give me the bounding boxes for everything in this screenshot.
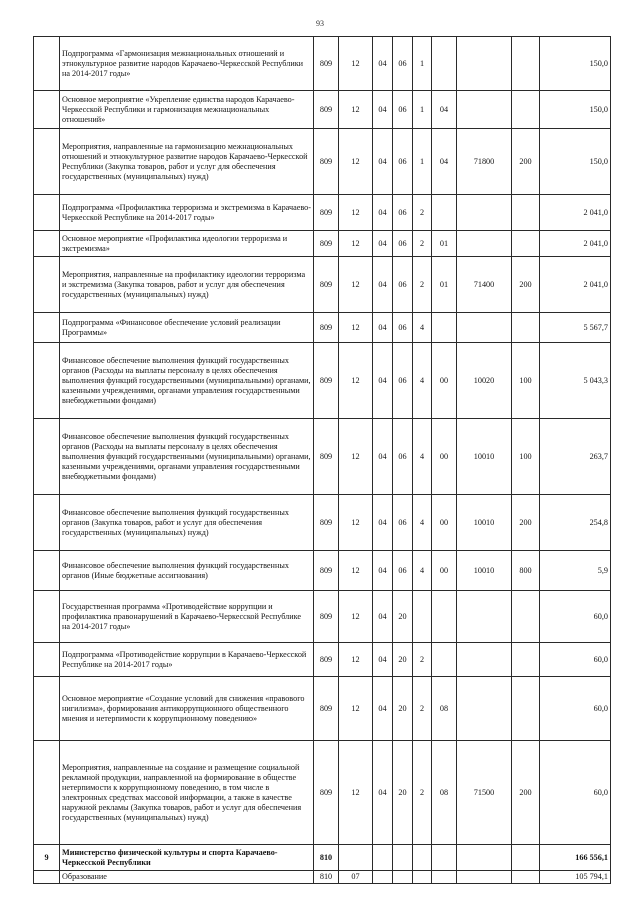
amount: 166 556,1 <box>540 845 611 871</box>
ministry-code: 810 <box>314 871 339 884</box>
expense-type-code <box>512 643 540 677</box>
section-code: 12 <box>339 677 373 741</box>
row-index <box>34 495 60 551</box>
ministry-code: 809 <box>314 129 339 195</box>
section-code: 12 <box>339 551 373 591</box>
item-name: Финансовое обеспечение выполнения функций государственных органов (Иные бюджетные ассигнования) <box>60 551 314 591</box>
direction-code <box>457 871 512 884</box>
direction-code <box>457 313 512 343</box>
amount: 254,8 <box>540 495 611 551</box>
subsection-code: 04 <box>373 677 393 741</box>
budget-table <box>33 36 611 884</box>
expense-type-code <box>512 313 540 343</box>
item-name: Государственная программа «Противодействие коррупции и профилактика правонарушений в Карачаево-Черкесской Республике на 2014-2017 годы» <box>60 591 314 643</box>
row-index: 9 <box>34 845 60 871</box>
item-name: Министерство физической культуры и спорта Карачаево-Черкесской Республики <box>60 845 314 871</box>
expense-type-code: 800 <box>512 551 540 591</box>
item-name: Финансовое обеспечение выполнения функций государственных органов (Закупка товаров, работ и услуг для обеспечения государственных (муниципальных) нужд) <box>60 495 314 551</box>
ministry-code: 809 <box>314 257 339 313</box>
row-index <box>34 37 60 91</box>
table-row <box>34 591 611 643</box>
table-row <box>34 195 611 231</box>
direction-code: 71500 <box>457 741 512 845</box>
subsection-code: 04 <box>373 257 393 313</box>
amount: 60,0 <box>540 741 611 845</box>
direction-code <box>457 677 512 741</box>
program-code: 06 <box>393 37 413 91</box>
expense-type-code <box>512 677 540 741</box>
activity-code <box>432 591 457 643</box>
table-row <box>34 551 611 591</box>
table-row <box>34 495 611 551</box>
section-code: 12 <box>339 343 373 419</box>
section-code: 07 <box>339 871 373 884</box>
subsection-code: 04 <box>373 419 393 495</box>
amount: 5 043,3 <box>540 343 611 419</box>
table-row <box>34 677 611 741</box>
section-code: 12 <box>339 91 373 129</box>
row-index <box>34 343 60 419</box>
amount: 263,7 <box>540 419 611 495</box>
item-name: Основное мероприятие «Создание условий для снижения «правового нигилизма», формирования антикоррупционного общественного мнения и нетерпимости к коррупционному поведению» <box>60 677 314 741</box>
program-code: 06 <box>393 419 413 495</box>
table-row <box>34 871 611 884</box>
activity-code: 00 <box>432 419 457 495</box>
expense-type-code <box>512 231 540 257</box>
item-name: Мероприятия, направленные на профилактику идеологии терроризма и экстремизма (Закупка товаров, работ и услуг для обеспечения государственных (муниципальных) нужд) <box>60 257 314 313</box>
amount: 60,0 <box>540 677 611 741</box>
subprogram-code <box>413 591 432 643</box>
section-code: 12 <box>339 195 373 231</box>
table-row <box>34 313 611 343</box>
table-row <box>34 419 611 495</box>
subsection-code <box>373 871 393 884</box>
program-code: 06 <box>393 495 413 551</box>
table-row <box>34 257 611 313</box>
subsection-code: 04 <box>373 643 393 677</box>
expense-type-code <box>512 591 540 643</box>
row-index <box>34 313 60 343</box>
table-row <box>34 37 611 91</box>
table-row <box>34 129 611 195</box>
ministry-code: 809 <box>314 741 339 845</box>
expense-type-code: 200 <box>512 495 540 551</box>
row-index <box>34 257 60 313</box>
direction-code <box>457 591 512 643</box>
direction-code: 71800 <box>457 129 512 195</box>
activity-code: 01 <box>432 257 457 313</box>
subsection-code: 04 <box>373 231 393 257</box>
section-code: 12 <box>339 37 373 91</box>
activity-code: 08 <box>432 677 457 741</box>
amount: 150,0 <box>540 91 611 129</box>
subprogram-code: 4 <box>413 313 432 343</box>
item-name: Финансовое обеспечение выполнения функций государственных органов (Расходы на выплаты персоналу в целях обеспечения выполнения функций государственными (муниципальными) органами, казенными учреждениями, органами управления государственными внебюджетными фондами) <box>60 419 314 495</box>
section-code: 12 <box>339 313 373 343</box>
subsection-code: 04 <box>373 91 393 129</box>
item-name: Подпрограмма «Финансовое обеспечение условий реализации Программы» <box>60 313 314 343</box>
section-code: 12 <box>339 643 373 677</box>
expense-type-code <box>512 871 540 884</box>
subprogram-code: 4 <box>413 343 432 419</box>
row-index <box>34 871 60 884</box>
program-code: 20 <box>393 677 413 741</box>
expense-type-code: 200 <box>512 129 540 195</box>
subprogram-code: 4 <box>413 551 432 591</box>
subprogram-code <box>413 845 432 871</box>
activity-code: 00 <box>432 551 457 591</box>
amount: 150,0 <box>540 37 611 91</box>
activity-code: 00 <box>432 343 457 419</box>
item-name: Мероприятия, направленные на гармонизацию межнациональных отношений и этнокультурное развитие народов Карачаево-Черкесской Республики (Закупка товаров, работ и услуг для обеспечения государственных (муниципальных) нужд) <box>60 129 314 195</box>
row-index <box>34 591 60 643</box>
subsection-code <box>373 845 393 871</box>
amount: 105 794,1 <box>540 871 611 884</box>
ministry-code: 809 <box>314 231 339 257</box>
section-code: 12 <box>339 257 373 313</box>
activity-code <box>432 643 457 677</box>
subsection-code: 04 <box>373 591 393 643</box>
amount: 2 041,0 <box>540 195 611 231</box>
subprogram-code: 4 <box>413 419 432 495</box>
expense-type-code <box>512 91 540 129</box>
direction-code: 10010 <box>457 419 512 495</box>
amount: 2 041,0 <box>540 257 611 313</box>
row-index <box>34 129 60 195</box>
ministry-code: 810 <box>314 845 339 871</box>
subprogram-code: 1 <box>413 37 432 91</box>
expense-type-code: 100 <box>512 343 540 419</box>
program-code: 06 <box>393 231 413 257</box>
amount: 5,9 <box>540 551 611 591</box>
program-code: 20 <box>393 591 413 643</box>
direction-code: 10020 <box>457 343 512 419</box>
section-code: 12 <box>339 129 373 195</box>
program-code: 20 <box>393 741 413 845</box>
subsection-code: 04 <box>373 343 393 419</box>
amount: 5 567,7 <box>540 313 611 343</box>
table-row <box>34 91 611 129</box>
ministry-code: 809 <box>314 195 339 231</box>
program-code <box>393 871 413 884</box>
section-code: 12 <box>339 231 373 257</box>
subprogram-code: 1 <box>413 129 432 195</box>
expense-type-code <box>512 37 540 91</box>
item-name: Подпрограмма «Противодействие коррупции в Карачаево-Черкесской Республике на 2014-2017 годы» <box>60 643 314 677</box>
section-code: 12 <box>339 591 373 643</box>
subsection-code: 04 <box>373 313 393 343</box>
direction-code <box>457 37 512 91</box>
item-name: Мероприятия, направленные на создание и размещение социальной рекламной продукции, направленной на формирование в обществе нетерпимости к коррупционному поведению, в том числе в электронных средствах массовой информации, а также в качестве наружной рекламы (Закупка товаров, работ и услуг для обеспечения государственных (муниципальных) нужд) <box>60 741 314 845</box>
subprogram-code: 2 <box>413 677 432 741</box>
item-name: Образование <box>60 871 314 884</box>
ministry-code: 809 <box>314 551 339 591</box>
activity-code <box>432 845 457 871</box>
subprogram-code: 2 <box>413 741 432 845</box>
page-number: 93 <box>316 19 324 28</box>
subprogram-code: 2 <box>413 195 432 231</box>
table-row <box>34 643 611 677</box>
amount: 2 041,0 <box>540 231 611 257</box>
direction-code <box>457 91 512 129</box>
row-index <box>34 643 60 677</box>
section-code: 12 <box>339 495 373 551</box>
item-name: Финансовое обеспечение выполнения функций государственных органов (Расходы на выплаты персоналу в целях обеспечения выполнения функций государственными (муниципальными) органами, казенными учреждениями, органами управления государственными внебюджетными фондами) <box>60 343 314 419</box>
section-code: 12 <box>339 419 373 495</box>
expense-type-code: 100 <box>512 419 540 495</box>
ministry-code: 809 <box>314 643 339 677</box>
amount: 150,0 <box>540 129 611 195</box>
item-name: Основное мероприятие «Укрепление единства народов Карачаево-Черкесской Республики и гармонизация межнациональных отношений» <box>60 91 314 129</box>
program-code: 06 <box>393 257 413 313</box>
ministry-code: 809 <box>314 591 339 643</box>
subprogram-code: 2 <box>413 643 432 677</box>
subsection-code: 04 <box>373 129 393 195</box>
direction-code <box>457 643 512 677</box>
subprogram-code: 2 <box>413 257 432 313</box>
table-row <box>34 845 611 871</box>
activity-code: 04 <box>432 91 457 129</box>
expense-type-code <box>512 845 540 871</box>
activity-code: 00 <box>432 495 457 551</box>
amount: 60,0 <box>540 643 611 677</box>
subsection-code: 04 <box>373 495 393 551</box>
activity-code: 08 <box>432 741 457 845</box>
program-code: 06 <box>393 313 413 343</box>
direction-code <box>457 195 512 231</box>
ministry-code: 809 <box>314 313 339 343</box>
expense-type-code: 200 <box>512 257 540 313</box>
ministry-code: 809 <box>314 343 339 419</box>
subprogram-code <box>413 871 432 884</box>
subprogram-code: 2 <box>413 231 432 257</box>
row-index <box>34 231 60 257</box>
subsection-code: 04 <box>373 741 393 845</box>
ministry-code: 809 <box>314 37 339 91</box>
program-code: 06 <box>393 195 413 231</box>
activity-code <box>432 37 457 91</box>
program-code: 20 <box>393 643 413 677</box>
direction-code <box>457 231 512 257</box>
ministry-code: 809 <box>314 419 339 495</box>
activity-code: 01 <box>432 231 457 257</box>
section-code <box>339 845 373 871</box>
row-index <box>34 741 60 845</box>
item-name: Основное мероприятие «Профилактика идеологии терроризма и экстремизма» <box>60 231 314 257</box>
expense-type-code: 200 <box>512 741 540 845</box>
subsection-code: 04 <box>373 551 393 591</box>
ministry-code: 809 <box>314 677 339 741</box>
direction-code: 10010 <box>457 495 512 551</box>
direction-code <box>457 845 512 871</box>
direction-code: 10010 <box>457 551 512 591</box>
program-code: 06 <box>393 551 413 591</box>
row-index <box>34 551 60 591</box>
subsection-code: 04 <box>373 195 393 231</box>
activity-code: 04 <box>432 129 457 195</box>
program-code <box>393 845 413 871</box>
table-row <box>34 231 611 257</box>
program-code: 06 <box>393 91 413 129</box>
program-code: 06 <box>393 129 413 195</box>
activity-code <box>432 195 457 231</box>
program-code: 06 <box>393 343 413 419</box>
item-name: Подпрограмма «Профилактика терроризма и экстремизма в Карачаево-Черкесской Республике на 2014-2017 годы» <box>60 195 314 231</box>
table-row <box>34 741 611 845</box>
subsection-code: 04 <box>373 37 393 91</box>
section-code: 12 <box>339 741 373 845</box>
row-index <box>34 195 60 231</box>
expense-type-code <box>512 195 540 231</box>
row-index <box>34 677 60 741</box>
activity-code <box>432 871 457 884</box>
ministry-code: 809 <box>314 495 339 551</box>
table-row <box>34 343 611 419</box>
direction-code: 71400 <box>457 257 512 313</box>
amount: 60,0 <box>540 591 611 643</box>
subprogram-code: 4 <box>413 495 432 551</box>
row-index <box>34 91 60 129</box>
subprogram-code: 1 <box>413 91 432 129</box>
ministry-code: 809 <box>314 91 339 129</box>
row-index <box>34 419 60 495</box>
item-name: Подпрограмма «Гармонизация межнациональных отношений и этнокультурное развитие народов Карачаево-Черкесской Республики на 2014-2017 годы» <box>60 37 314 91</box>
activity-code <box>432 313 457 343</box>
